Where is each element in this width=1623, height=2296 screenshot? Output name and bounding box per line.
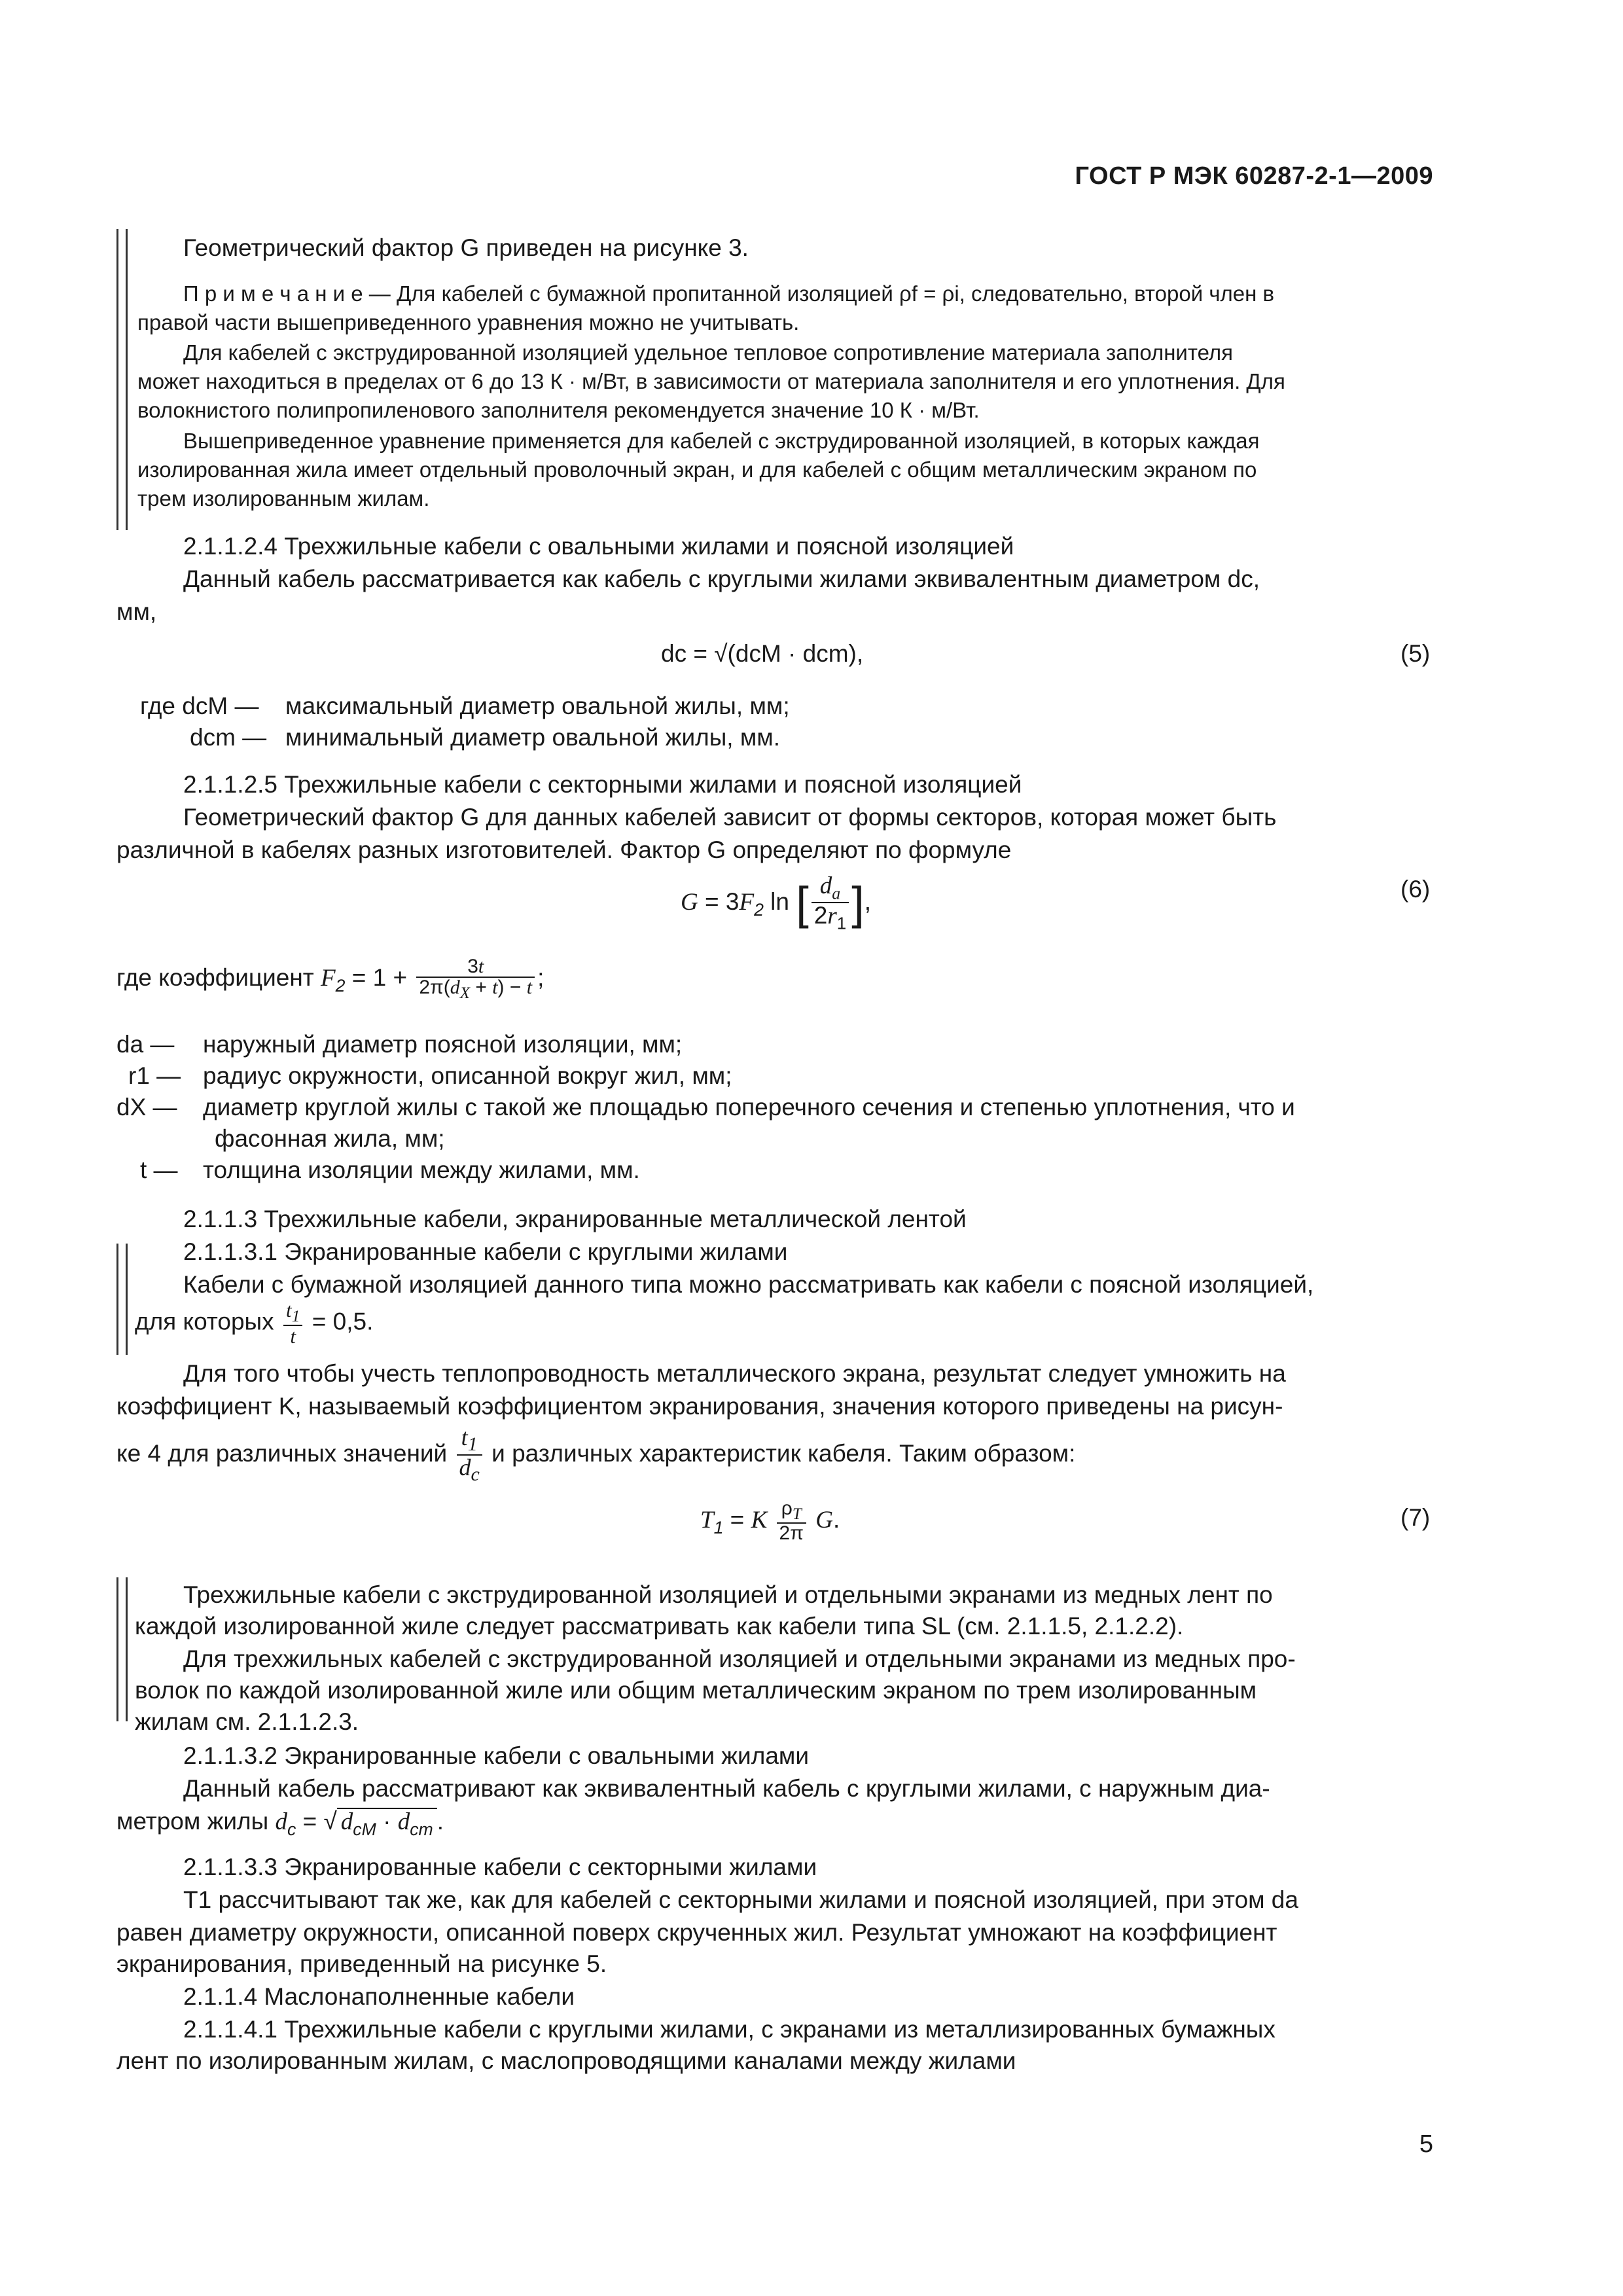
paragraph-line: метром жилы $d_c$ = √ $d_{cM} \cdot d_{cm}$ . xyxy=(116,1808,444,1840)
section-title: 2.1.1.3.2 Экранированные кабели с овальными жилами xyxy=(183,1742,810,1769)
where-text: максимальный диаметр овальной жилы, мм; xyxy=(285,692,790,719)
where-symbol: dX — xyxy=(116,1094,177,1121)
note-line: П р и м е ч а н и е — Для кабелей с бумажной пропитанной изоляцией ρf = ρi, следовательно, второй член в xyxy=(183,281,1275,306)
paragraph-line: Геометрический фактор G для данных кабелей зависит от формы секторов, которая может быть xyxy=(183,804,1277,831)
where-text: толщина изоляции между жилами, мм. xyxy=(203,1157,640,1183)
paragraph-line: экранирования, приведенный на рисунке 5. xyxy=(116,1950,607,1977)
paragraph-line: ке 4 для различных значений $\frac{t_1}{d_c}$ и различных характеристик кабеля. Таким образом: xyxy=(116,1424,1076,1486)
change-bar xyxy=(116,229,118,530)
paragraph-line: трем изолированным жилам. xyxy=(137,486,430,511)
where-symbol: где dcM — xyxy=(140,692,259,719)
paragraph-line: жилам см. 2.1.1.2.3. xyxy=(135,1708,359,1735)
paragraph-line: равен диаметру окружности, описанной поверх скрученных жил. Результат умножают на коэффициент xyxy=(116,1919,1277,1946)
text-run: и различных характеристик кабеля. Таким образом: xyxy=(491,1439,1076,1467)
paragraph-line: Для того чтобы учесть теплопроводность металлического экрана, результат следует умножить на xyxy=(183,1360,1286,1387)
where-text: диаметр круглой жилы с такой же площадью поперечного сечения и степенью уплотнения, что и xyxy=(203,1094,1295,1121)
paragraph-line: для которых $\frac{t_1}{t}$ = 0,5. xyxy=(135,1299,374,1348)
section-title: 2.1.1.3 Трехжильные кабели, экранированные металлической лентой xyxy=(183,1206,967,1232)
paragraph-line: 2.1.1.4.1 Трехжильные кабели с круглыми жилами, с экранами из металлизированных бумажных xyxy=(183,2016,1275,2043)
change-bar xyxy=(116,1244,118,1355)
paragraph-line: Для кабелей с экструдированной изоляцией удельное тепловое сопротивление материала заполнителя xyxy=(183,340,1233,365)
page-number: 5 xyxy=(1419,2130,1433,2158)
where-symbol: da — xyxy=(116,1031,175,1058)
paragraph-line: различной в кабелях разных изготовителей. Фактор G определяют по формуле xyxy=(116,836,1012,863)
section-title: 2.1.1.3.3 Экранированные кабели с секторными жилами xyxy=(183,1854,817,1880)
coefficient-definition: где коэффициент $F_2 = 1$ + $\frac{3t}{2\pi(d_X + t) - t}$ ; xyxy=(116,956,544,1002)
section-title: 2.1.1.2.5 Трехжильные кабели с секторными жилами и поясной изоляцией xyxy=(183,771,1022,798)
document-code: ГОСТ Р МЭК 60287-2-1—2009 xyxy=(1075,162,1433,190)
section-title: 2.1.1.3.1 Экранированные кабели с круглыми жилами xyxy=(183,1238,788,1265)
paragraph-line: изолированная жила имеет отдельный проволочный экран, и для кабелей с общим металлическим экраном по xyxy=(137,457,1257,482)
section-title: 2.1.1.2.4 Трехжильные кабели с овальными жилами и поясной изоляцией xyxy=(183,533,1014,560)
paragraph-line: Кабели с бумажной изоляцией данного типа можно рассматривать как кабели с поясной изоляцией, xyxy=(183,1271,1314,1298)
formula-6: $G = 3F_2$ ln [ $\frac{d_a}{2r_1}$ ], xyxy=(681,872,871,933)
change-bar xyxy=(116,1577,118,1721)
paragraph-line: коэффициент K, называемый коэффициентом экранирования, значения которого приведены на рисун- xyxy=(116,1393,1283,1420)
note-line: правой части вышеприведенного уравнения можно не учитывать. xyxy=(137,310,800,334)
formula-7: $T_1 = K$ $\frac{\rho_T}{2\pi}$ G. xyxy=(700,1498,840,1544)
text-run: = 0,5. xyxy=(312,1308,374,1335)
section-title: 2.1.1.4 Маслонаполненные кабели xyxy=(183,1983,575,2010)
paragraph-line: волок по каждой изолированной жиле или общим металлическим экраном по трем изолированным xyxy=(135,1677,1257,1704)
text-run: ке 4 для различных значений xyxy=(116,1439,448,1467)
where-symbol: t — xyxy=(140,1157,178,1183)
where-symbol: dcm — xyxy=(190,724,267,751)
change-bar xyxy=(126,1577,128,1721)
where-text: наружный диаметр поясной изоляции, мм; xyxy=(203,1031,683,1058)
paragraph-line: Для трехжильных кабелей с экструдированной изоляцией и отдельными экранами из медных про- xyxy=(183,1645,1296,1672)
formula-5: dc = √(dcM · dcm), xyxy=(661,640,864,667)
formula-number: (7) xyxy=(1400,1504,1431,1531)
formula-number: (5) xyxy=(1400,640,1431,667)
where-text: минимальный диаметр овальной жилы, мм. xyxy=(285,724,781,751)
paragraph-line: волокнистого полипропиленового заполнителя рекомендуется значение 10 К · м/Вт. xyxy=(137,398,980,422)
paragraph-line: может находиться в пределах от 6 до 13 К · м/Вт, в зависимости от материала заполнителя и его уплотнения. Для xyxy=(137,369,1285,393)
where-symbol: r1 — xyxy=(128,1062,181,1089)
coefficient-lead: где коэффициент xyxy=(116,963,314,991)
where-text: фасонная жила, мм; xyxy=(215,1125,445,1152)
paragraph-line: Вышеприведенное уравнение применяется для кабелей с экструдированной изоляцией, в которых каждая xyxy=(183,429,1260,453)
paragraph-line: Данный кабель рассматривается как кабель с круглыми жилами эквивалентным диаметром dc, xyxy=(183,565,1260,592)
paragraph-geometric-factor: Геометрический фактор G приведен на рисунке 3. xyxy=(183,234,749,261)
paragraph-line: каждой изолированной жиле следует рассматривать как кабели типа SL (см. 2.1.1.5, 2.1.2.2). xyxy=(135,1613,1184,1640)
paragraph-line: Данный кабель рассматривают как эквивалентный кабель с круглыми жилами, с наружным диа- xyxy=(183,1775,1270,1802)
text-run: для которых xyxy=(135,1308,274,1335)
where-text: радиус окружности, описанной вокруг жил, мм; xyxy=(203,1062,732,1089)
change-bar xyxy=(126,229,128,530)
paragraph-line: лент по изолированным жилам, с маслопроводящими каналами между жилами xyxy=(116,2047,1016,2074)
change-bar xyxy=(126,1244,128,1355)
paragraph-line: Трехжильные кабели с экструдированной изоляцией и отдельными экранами из медных лент по xyxy=(183,1581,1273,1608)
paragraph-line: T1 рассчитывают так же, как для кабелей с секторными жилами и поясной изоляцией, при этом da xyxy=(183,1886,1298,1913)
text-run: метром жилы xyxy=(116,1808,269,1835)
paragraph-line: мм, xyxy=(116,598,157,625)
formula-number: (6) xyxy=(1400,876,1431,903)
